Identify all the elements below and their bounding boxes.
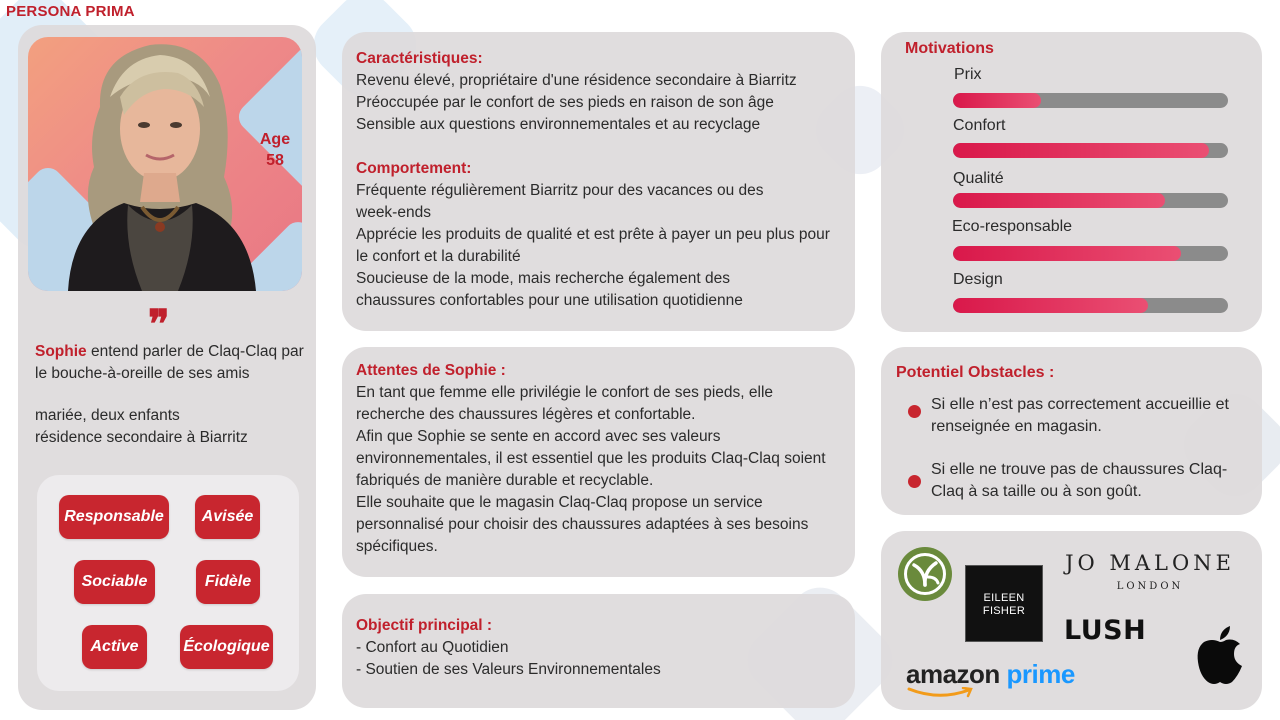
expectations-card <box>342 347 855 577</box>
motivation-bar-track <box>953 298 1228 313</box>
motivations-heading: Motivations <box>905 40 994 57</box>
persona-intro <box>35 341 310 385</box>
motivation-bar-track <box>953 193 1228 208</box>
motivation-bar-fill <box>953 298 1148 313</box>
motivation-bar-fill <box>953 93 1041 108</box>
persona-name: Sophie <box>35 343 87 360</box>
motivation-bar-fill <box>953 193 1165 208</box>
expectations-line: En tant que femme elle privilégie le confort de ses pieds, elle recherche des chaussures légères et confortable. <box>356 384 774 423</box>
behavior-line: Apprécie les produits de qualité et est prête à payer un peu plus pour le confort et la durabilité <box>356 226 830 265</box>
characteristics-card <box>342 32 855 331</box>
trait-badge: Avisée <box>195 495 260 539</box>
motivation-label: Qualité <box>953 170 1004 187</box>
objective-line: - Confort au Quotidien <box>356 639 509 656</box>
motivation-bar-track <box>953 143 1228 158</box>
lush-logo: LUSH <box>1064 615 1147 646</box>
yves-rocher-logo-icon <box>898 547 952 601</box>
obstacles-heading: Potentiel Obstacles : <box>896 364 1055 381</box>
motivation-bar-fill <box>953 246 1181 261</box>
characteristics-line: Préoccupée par le confort de ses pieds en raison de son âge <box>356 94 774 111</box>
characteristics-line: Sensible aux questions environnementales et au recyclage <box>356 116 761 133</box>
motivations-card <box>881 32 1262 332</box>
eileen-fisher-logo <box>965 565 1043 642</box>
amazon-word: amazon <box>906 659 1000 689</box>
obstacles-card <box>881 347 1262 515</box>
expectations-line: Elle souhaite que le magasin Claq-Claq propose un service personnalisé pour choisir des chaussures adaptées à ses besoins spécifiques. <box>356 494 809 555</box>
page-title: PERSONA PRIMA <box>6 3 135 20</box>
jo-malone-logo <box>1059 551 1241 592</box>
behavior-line: Soucieuse de la mode, mais recherche également des chaussures confortables pour une utilisation quotidienne <box>356 270 743 309</box>
jo-malone-name: JO MALONE <box>1065 551 1235 575</box>
behavior-heading: Comportement: <box>356 160 472 177</box>
age-title: Age <box>259 131 291 148</box>
profile-card <box>18 25 316 710</box>
eileen-fisher-line: FISHER <box>982 605 1026 617</box>
objective-line: - Soutien de ses Valeurs Environnementales <box>356 661 661 678</box>
apple-logo-icon <box>1194 626 1246 691</box>
trait-badge: Écologique <box>180 625 273 669</box>
bullet-icon <box>908 405 921 418</box>
amazon-prime-logo <box>906 659 1075 690</box>
prime-word: prime <box>1006 659 1075 689</box>
persona-family: mariée, deux enfants <box>35 407 180 424</box>
eileen-fisher-line: EILEEN <box>983 592 1025 604</box>
persona-intro-text: entend parler de Claq-Claq par le bouche-à-oreille de ses amis <box>35 343 304 382</box>
characteristics-heading: Caractéristiques: <box>356 50 483 67</box>
motivation-bar-track <box>953 246 1228 261</box>
main-objective-card <box>342 594 855 708</box>
persona-residence: résidence secondaire à Biarritz <box>35 429 248 446</box>
brands-card <box>881 531 1262 710</box>
objective-heading: Objectif principal : <box>356 617 493 634</box>
motivation-bar-track <box>953 93 1228 108</box>
persona-description <box>35 341 310 449</box>
behavior-line: Fréquente régulièrement Biarritz pour des vacances ou des week-ends <box>356 182 764 221</box>
trait-badge: Sociable <box>74 560 155 604</box>
quote-icon: ❞ <box>148 301 170 348</box>
obstacle-item: Si elle n’est pas correctement accueillie et renseignée en magasin. <box>931 396 1229 435</box>
trait-badge: Responsable <box>59 495 169 539</box>
trait-badge: Fidèle <box>196 560 260 604</box>
amazon-smile-icon <box>907 687 977 699</box>
motivation-bar-fill <box>953 143 1209 158</box>
traits-panel <box>37 475 299 691</box>
jo-malone-city: LONDON <box>1116 581 1184 592</box>
characteristics-line: Revenu élevé, propriétaire d'une résidence secondaire à Biarritz <box>356 72 797 89</box>
obstacle-item: Si elle ne trouve pas de chaussures Claq-Claq à sa taille ou à son goût. <box>931 461 1228 500</box>
trait-badge: Active <box>82 625 147 669</box>
age-label <box>250 129 300 171</box>
expectations-heading: Attentes de Sophie : <box>356 362 506 379</box>
expectations-line: Afin que Sophie se sente en accord avec ses valeurs environnementales, il est essentiel que les produits Claq-Claq soient fabriqués de manière durable et recyclable. <box>356 428 826 489</box>
age-value: 58 <box>266 152 284 169</box>
motivation-label: Design <box>953 271 1003 288</box>
bullet-icon <box>908 475 921 488</box>
motivation-label: Prix <box>954 66 982 83</box>
persona-photo <box>28 37 302 291</box>
motivation-label: Confort <box>953 117 1006 134</box>
motivation-label: Eco-responsable <box>952 218 1073 235</box>
